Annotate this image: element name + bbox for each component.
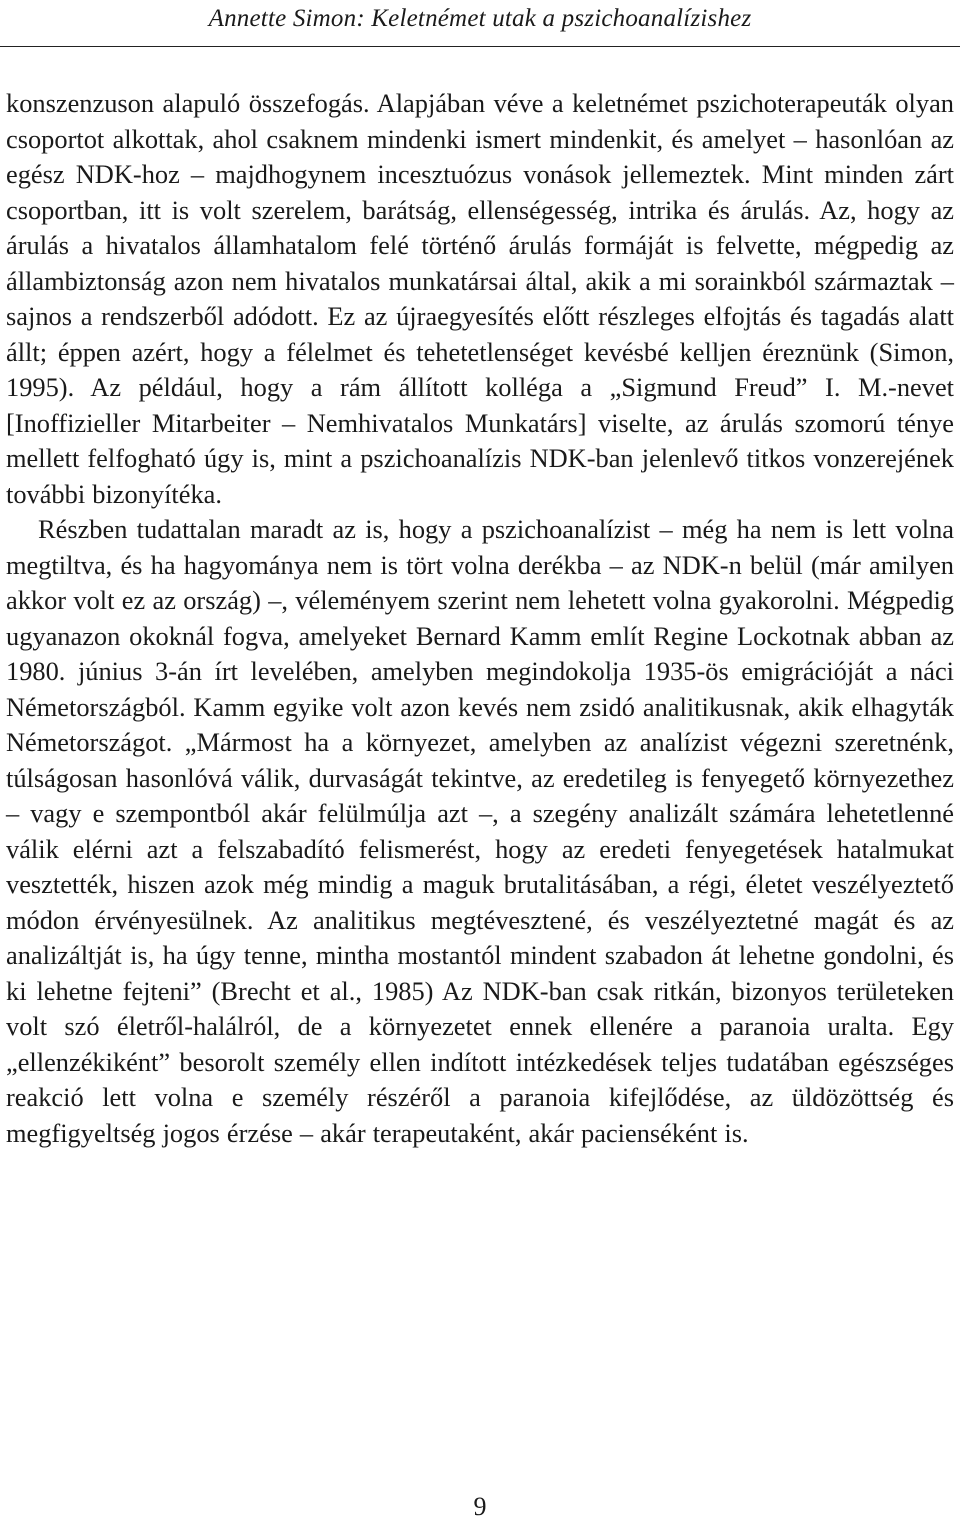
header-divider <box>0 46 960 47</box>
paragraph-2: Részben tudattalan maradt az is, hogy a pszichoanalízist – még ha nem is lett volna megtiltva, és ha hagyománya nem is tört volna derékba – az NDK-n belül (már amilyen akkor volt ez az ország) –, véleményem szerint nem lehetett volna gyakorolni. Mégpedig ugyanazon okoknál fogva, amelyeket Bernard Kamm említ Regine Lockotnak abban az 1980. június 3-án írt levelében, amelyben megindokolja 1935-ös emigrációját a náci Németországból. Kamm egyike volt azon kevés nem zsidó analitikusnak, akik elhagyták Németországot. „Mármost ha a környezet, amelyben az analízist végezni szeretnénk, túlságosan hasonlóvá válik, durvaságát tekintve, az eredetileg is fenyegető környezethez – vagy e szempontból akár felülmúlja azt –, a szegény analizált számára lehetetlenné válik elérni azt a felszabadító felismerést, hogy az eredeti fenyegetések hatalmukat vesztették, hiszen azok még mindig a maguk brutalitásában, a régi, életet veszélyeztető módon érvényesülnek. Az analitikus megtévesztené, és veszélyeztetné magát és az analizáltját is, ha úgy tenne, mintha mostantól mindent szabadon át lehetne gondolni, és ki lehetne fejteni” (Brecht et al., 1985) Az NDK-ban csak ritkán, bizonyos területeken volt szó életről-halálról, de a környezetet ennek ellenére a paranoia uralta. Egy „ellenzékiként” besorolt személy ellen indított intézkedések teljes tudatában egészséges reakció lett volna e személy részéről a paranoia kifejlődése, az üldözöttség és megfigyeltség jogos érzése – akár terapeutaként, akár pacienséként is. <box>6 514 954 1148</box>
page-number: 9 <box>473 1492 487 1521</box>
running-title: Annette Simon: Keletnémet utak a pszichoanalízishez <box>208 5 752 32</box>
paragraph-1: konszenzuson alapuló összefogás. Alapjában véve a keletnémet pszichoterapeuták olyan csoportot alkottak, ahol csaknem mindenki ismert mindenkit, és amelyet – hasonlóan az egész NDK-hoz – majdhogynem incesztuózus vonások jellemeztek. Mint minden zárt csoportban, itt is volt szerelem, barátság, ellenségesség, intrika és árulás. Az, hogy az árulás a hivatalos államhatalom felé történő árulás formáját is felvette, mégpedig az állambiztonság azon nem hivatalos munkatársai által, akik a mi sorainkból származtak – sajnos a rendszerből adódott. Ez az újraegyesítés előtt részleges elfojtás és tagadás alatt állt; éppen azért, hogy a félelmet és tehetetlenséget kevésbé kelljen éreznünk (Simon, 1995). Az például, hogy a rám állított kolléga a „Sigmund Freud” I. M.-nevet [Inoffizieller Mitarbeiter – Nemhivatalos Munkatárs] viselte, az árulás szomorú ténye mellett felfogható úgy is, mint a pszichoanalízis NDK-ban jelenlevő titkos vonzerejének további bizonyítéka. <box>6 88 954 509</box>
body-text <box>6 86 954 1151</box>
running-header <box>0 0 960 44</box>
